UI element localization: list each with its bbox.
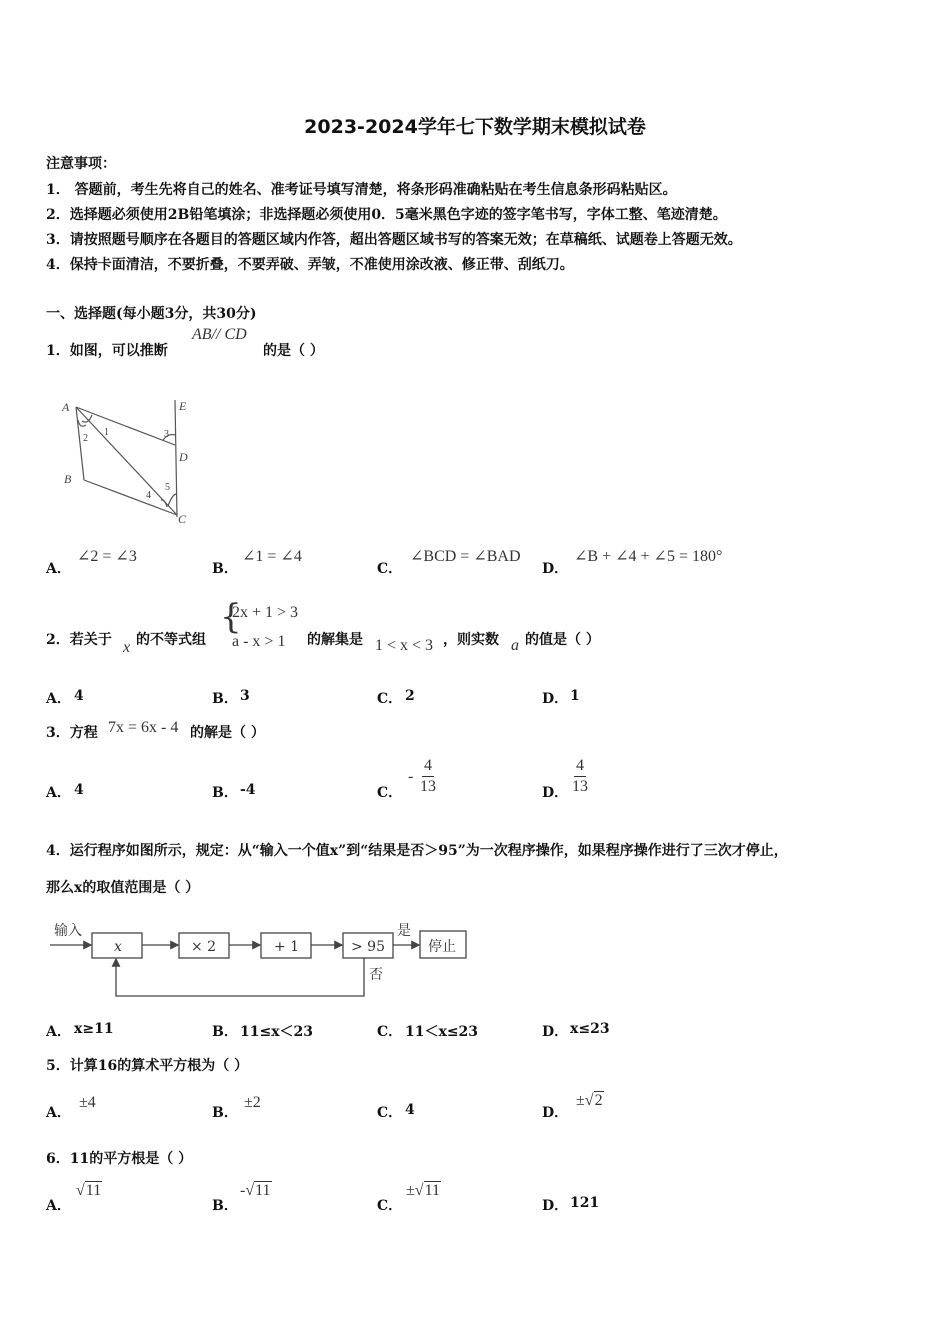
radicand: 2 xyxy=(594,1092,603,1109)
q2-ineq2: a - x > 1 xyxy=(232,633,286,650)
q2-system-brace: { xyxy=(220,597,242,637)
denominator: 13 xyxy=(572,778,588,795)
q3-option-b: -4 xyxy=(240,782,256,798)
q5-option-a-letter[interactable]: A． xyxy=(46,1105,71,1121)
q2-var-x: x xyxy=(123,639,131,656)
q1-option-b: ∠1 = ∠4 xyxy=(242,548,302,565)
flow-gt95-box: > 95 xyxy=(351,939,385,955)
q5-option-d-letter[interactable]: D． xyxy=(542,1105,569,1121)
q2-stem-mid3: ，则实数 xyxy=(443,632,499,648)
q2-stem-pre: 2．若关于 xyxy=(46,632,112,648)
q1-stem-post: 的是（ ） xyxy=(263,343,324,359)
q4-option-c-letter[interactable]: C． xyxy=(377,1024,403,1040)
fig-angle-4: 4 xyxy=(146,490,151,501)
section-heading: 一、选择题(每小题3分，共30分) xyxy=(46,306,257,322)
page-title: 2023-2024学年七下数学期末模拟试卷 xyxy=(304,116,646,138)
q5-option-a: ±4 xyxy=(79,1094,96,1111)
q1-option-a-letter[interactable]: A． xyxy=(46,561,71,577)
radicand: 11 xyxy=(424,1182,440,1199)
q3-option-d-letter[interactable]: D． xyxy=(542,785,569,801)
q4-option-d-letter[interactable]: D． xyxy=(542,1024,569,1040)
q4-option-b: 11≤x＜23 xyxy=(240,1024,314,1040)
q1-figure xyxy=(60,395,200,530)
q3-stem-post: 的解是（ ） xyxy=(190,725,265,741)
q1-option-a: ∠2 = ∠3 xyxy=(77,548,137,565)
q2-stem-mid2: 的解集是 xyxy=(307,632,363,648)
flow-input-label: 输入 xyxy=(54,923,82,939)
q6-option-d: 121 xyxy=(570,1195,600,1211)
q5-option-b-letter[interactable]: B． xyxy=(212,1105,238,1121)
q6-option-a-letter[interactable]: A． xyxy=(46,1198,71,1214)
flow-plus1-box: + 1 xyxy=(274,939,300,955)
plus-minus: ± xyxy=(406,1182,415,1199)
fig-angle-5: 5 xyxy=(165,482,170,493)
q1-option-d: ∠B + ∠4 + ∠5 = 180° xyxy=(574,548,723,565)
radicand: 11 xyxy=(85,1182,102,1199)
fig-label-a: A xyxy=(62,400,70,414)
q2-ineq1: 2x + 1 > 3 xyxy=(232,604,299,621)
fig-angle-3: 3 xyxy=(164,429,169,440)
q4-stem-line1: 4．运行程序如图所示，规定：从“输入一个值x”到“结果是否＞95”为一次程序操作，如果程序操作进行了三次才停止， xyxy=(46,843,788,859)
q2-option-d-letter[interactable]: D． xyxy=(542,691,569,707)
q1-option-b-letter[interactable]: B． xyxy=(212,561,238,577)
q5-stem: 5．计算16的算术平方根为（ ） xyxy=(46,1058,249,1074)
numerator: 4 xyxy=(422,756,434,777)
fig-label-e: E xyxy=(179,399,187,413)
q6-option-c: ±√11 xyxy=(406,1182,440,1199)
q3-stem-pre: 3．方程 xyxy=(46,725,98,741)
q4-option-c: 11＜x≤23 xyxy=(405,1024,479,1040)
fig-label-d: D xyxy=(179,450,188,464)
q2-option-b-letter[interactable]: B． xyxy=(212,691,238,707)
q3-option-a: 4 xyxy=(74,782,84,798)
q6-option-b-letter[interactable]: B． xyxy=(212,1198,238,1214)
flow-yes-label: 是 xyxy=(397,923,411,939)
q2-option-b: 3 xyxy=(240,688,250,704)
radicand: 11 xyxy=(255,1182,271,1199)
q4-flowchart xyxy=(48,915,478,1000)
q6-option-d-letter[interactable]: D． xyxy=(542,1198,569,1214)
q2-option-c-letter[interactable]: C． xyxy=(377,691,403,707)
flow-times2-box: × 2 xyxy=(191,939,217,955)
q1-option-c: ∠BCD = ∠BAD xyxy=(410,548,521,565)
q1-option-c-letter[interactable]: C． xyxy=(377,561,403,577)
flow-no-label: 否 xyxy=(369,967,383,983)
flow-stop-box: 停止 xyxy=(428,939,456,955)
q3-option-c-letter[interactable]: C． xyxy=(377,785,403,801)
q4-option-b-letter[interactable]: B． xyxy=(212,1024,238,1040)
notes-heading: 注意事项： xyxy=(46,156,116,172)
q5-option-d: ±√2 xyxy=(576,1092,603,1109)
q5-option-c: 4 xyxy=(405,1102,415,1118)
q2-solution: 1 < x < 3 xyxy=(375,637,434,654)
denominator: 13 xyxy=(420,778,436,795)
q6-option-a: √11 xyxy=(76,1182,102,1199)
q4-stem-line2: 那么x的取值范围是（ ） xyxy=(46,880,200,896)
q4-option-a-letter[interactable]: A． xyxy=(46,1024,71,1040)
fig-angle-1: 1 xyxy=(104,427,109,438)
q2-stem-post: 的值是（ ） xyxy=(525,632,600,648)
minus-sign: - xyxy=(240,1182,246,1199)
q3-math: 7x = 6x - 4 xyxy=(108,719,179,736)
note-item: 3．请按照题号顺序在各题目的答题区域内作答，超出答题区域书写的答案无效；在草稿纸、试题卷上答题无效。 xyxy=(46,232,742,248)
q1-stem-pre: 1．如图，可以推断 xyxy=(46,343,168,359)
note-item: 2．选择题必须使用2B铅笔填涂；非选择题必须使用0．5毫米黑色字迹的签字笔书写，字体工整、笔迹清楚。 xyxy=(46,207,727,223)
q2-var-a: a xyxy=(511,637,519,654)
q3-option-d-fraction xyxy=(572,756,588,797)
fig-angle-2: 2 xyxy=(83,433,88,444)
q6-option-b: -√11 xyxy=(240,1182,271,1199)
fig-label-c: C xyxy=(178,512,187,526)
plus-minus: ± xyxy=(576,1092,585,1109)
q3-option-a-letter[interactable]: A． xyxy=(46,785,71,801)
q2-option-a: 4 xyxy=(74,688,84,704)
flow-x-box: x xyxy=(114,939,122,955)
q2-option-a-letter[interactable]: A． xyxy=(46,691,71,707)
q3-option-c-sign: - xyxy=(408,768,414,785)
q4-option-d: x≤23 xyxy=(570,1021,610,1037)
q1-math: AB// CD xyxy=(192,326,247,343)
q2-option-c: 2 xyxy=(405,688,415,704)
note-item: 1． 答题前，考生先将自己的姓名、准考证号填写清楚，将条形码准确粘贴在考生信息条形码粘贴区。 xyxy=(46,182,677,198)
q6-stem: 6．11的平方根是（ ） xyxy=(46,1151,193,1167)
q2-stem-mid1: 的不等式组 xyxy=(136,632,206,648)
fig-label-b: B xyxy=(64,472,72,486)
q4-option-a: x≥11 xyxy=(74,1021,114,1037)
q5-option-c-letter[interactable]: C． xyxy=(377,1105,403,1121)
q6-option-c-letter[interactable]: C． xyxy=(377,1198,403,1214)
q3-option-b-letter[interactable]: B． xyxy=(212,785,238,801)
q3-option-c-fraction xyxy=(420,756,436,797)
numerator: 4 xyxy=(574,756,586,777)
q5-option-b: ±2 xyxy=(244,1094,261,1111)
q1-option-d-letter[interactable]: D． xyxy=(542,561,569,577)
q2-option-d: 1 xyxy=(570,688,580,704)
note-item: 4．保持卡面清洁，不要折叠，不要弄破、弄皱，不准使用涂改液、修正带、刮纸刀。 xyxy=(46,257,574,273)
